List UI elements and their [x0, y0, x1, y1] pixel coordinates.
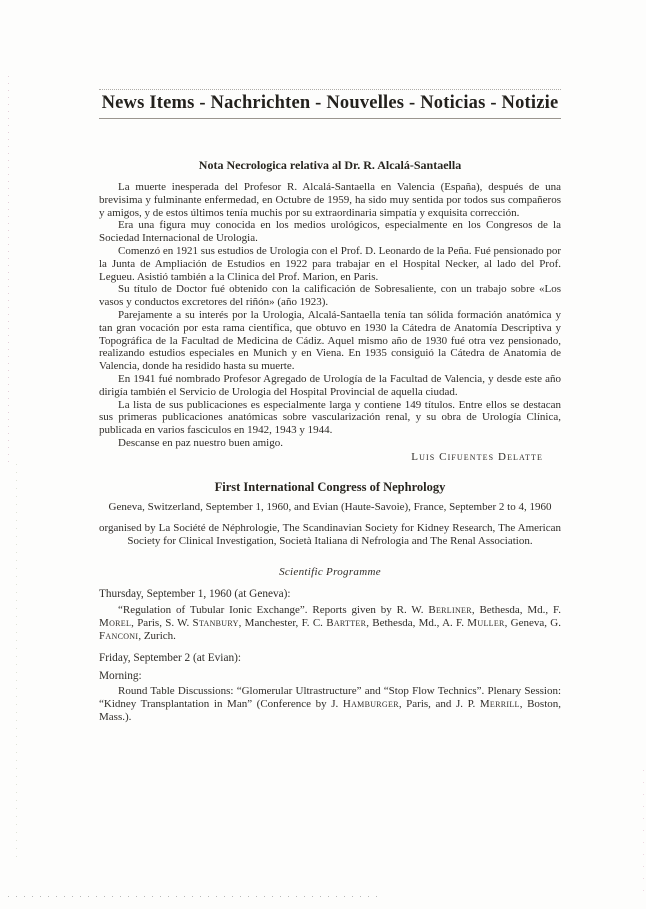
- obituary-paragraph: La lista de sus publicaciones es especialmente larga y contiene 149 títulos. Entre ellos se destacan sus primeras publicaciones anatómicas sobre vascularización renal, y su obra de Urología Clínica, publicada en varios fasciculos en 1942, 1943 y 1944.: [99, 398, 561, 437]
- obituary-paragraph: Su título de Doctor fué obtenido con la calificación de Sobresaliente, con un trabajo sobre «Los vasos y conductos excretores del riñón» (año 1923).: [99, 283, 561, 309]
- session-paragraph-friday: Round Table Discussions: “Glomerular Ultrastructure” and “Stop Flow Technics”. Plenary Session: “Kidney Transplantation in Man” (Conference by J. Hamburger, Paris, and J. P. Merrill, Boston, Mass.).: [99, 685, 561, 724]
- congress-title: First International Congress of Nephrology: [214, 479, 446, 494]
- masthead-bottom-rule: [99, 118, 561, 119]
- scan-artifact-bottom-line: [8, 896, 380, 897]
- congress-dateline: Geneva, Switzerland, September 1, 1960, and Evian (Haute-Savoie), France, September 2 to 4, 1960: [108, 500, 552, 513]
- scan-artifact-left-line: [8, 76, 9, 464]
- obituary-signature: Luis Cifuentes Delatte: [411, 450, 543, 463]
- obituary-paragraph: La muerte inesperada del Profesor R. Alcalá-Santaella en Valencia (España), después de una brevisima y fulminante enfermedad, en Octubre de 1959, ha sido muy sentida por todos sus compañeros y amigos, y de estos últimos tenía muchis por su extraordinaria simpatía y exquisita corrección.: [99, 181, 561, 219]
- congress-organisers: organised by La Société de Néphrologie, The Scandinavian Society for Kidney Research, The American Society for Clinical Investigation, Società Italiana di Nefrologia and The Renal Association.: [99, 521, 561, 548]
- session-day-heading-friday: Friday, September 2 (at Evian):: [99, 652, 242, 665]
- congress-section: [99, 480, 561, 725]
- obituary-title: Nota Necrologica relativa al Dr. R. Alcalá-Santaella: [198, 158, 462, 172]
- page-content: [99, 0, 561, 733]
- masthead-top-rule: [99, 89, 561, 90]
- obituary-paragraph: Descanse en paz nuestro buen amigo.: [118, 436, 283, 449]
- masthead-title: News Items - Nachrichten - Nouvelles - Noticias - Notizie: [101, 93, 559, 113]
- session-subheading-morning: Morning:: [99, 670, 142, 683]
- session-day-heading-thursday: Thursday, September 1, 1960 (at Geneva):: [99, 588, 291, 601]
- scan-artifact-right-line: [643, 770, 644, 900]
- programme-heading: Scientific Programme: [279, 566, 381, 579]
- obituary-paragraph: Era una figura muy conocida en los medios urológicos, especialmente en los Congresos de la Sociedad Internacional de Urologia.: [99, 219, 561, 245]
- obituary-section: [99, 158, 561, 464]
- scan-artifact-left-line-lower: [16, 464, 17, 864]
- masthead: [99, 89, 561, 119]
- obituary-paragraph: En 1941 fué nombrado Profesor Agregado de Urología de la Facultad de Valencia, y desde este año dirigía también el Servicio de Urologia del Hospital Provincial de aquella ciudad.: [99, 372, 561, 398]
- obituary-paragraph: Comenzó en 1921 sus estudios de Urologia con el Prof. D. Leonardo de la Peña. Fué pensionado por la Junta de Ampliación de Estudios en 1922 para trabajar en el Hospital Necker, al lado del Prof. Legueu. Asistió también a la Clinica del Prof. Marion, en Paris.: [99, 244, 561, 283]
- session-paragraph-thursday: “Regulation of Tubular Ionic Exchange”. Reports given by R. W. Berliner, Bethesda, Md., F. Morel, Paris, S. W. Stanbury, Manchester, F. C. Bartter, Bethesda, Md., A. F. Muller, Geneva, G. Fanconi, Zurich.: [99, 604, 562, 643]
- obituary-paragraph: Parejamente a su interés por la Urologia, Alcalá-Santaella tenía tan sólida formación anatómica y tan gran vocación por esta rama científica, que obtuvo en 1930 la Cátedra de Anatomía Descriptiva y Topográfica de la Facultad de Medicina de Cádiz. Aquel mismo año de 1930 fué otra vez pensionado, realizando estudios especiales en Munich y en Viena. En 1935 consiguió la Cátedra de Anatomia de Valencia, donde ha residido hasta su muerte.: [99, 308, 561, 373]
